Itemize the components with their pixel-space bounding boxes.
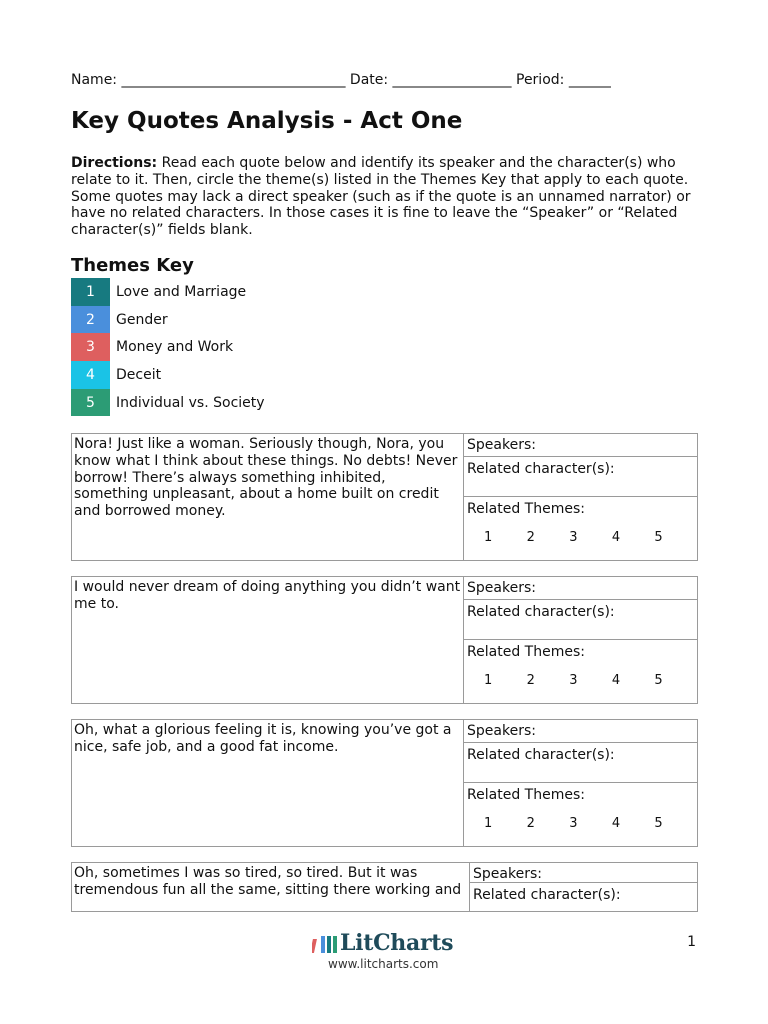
quote-text: I would never dream of doing anything you didn’t want me to. (72, 577, 464, 703)
theme-option-2[interactable]: 2 (526, 673, 535, 688)
page-number: 1 (687, 934, 696, 950)
theme-option-3[interactable]: 3 (569, 673, 578, 688)
page-title: Key Quotes Analysis - Act One (71, 108, 463, 134)
theme-option-1[interactable]: 1 (484, 673, 493, 688)
quote-answer-panel (464, 577, 697, 703)
quote-text: Nora! Just like a woman. Seriously though, Nora, you know what I think about these things. No debts! Never borrow! There’s always something inhibited, something unpleasant, about a home built on credit and borrowed money. (72, 434, 464, 560)
quote-block (71, 576, 698, 704)
theme-option-2[interactable]: 2 (526, 530, 535, 545)
themes-key-heading: Themes Key (71, 255, 194, 276)
worksheet-page (71, 0, 698, 1024)
related-themes-field (464, 640, 697, 703)
theme-number-options (467, 530, 697, 545)
logo-spine-1 (312, 939, 317, 953)
theme-option-3[interactable]: 3 (569, 530, 578, 545)
directions-text: Read each quote below and identify its speaker and the character(s) who relate to it. Then, circle the theme(s) listed in the Themes Key that apply to each quote. Some quotes may lack a direct speaker (such as if the quote is an unnamed narrator) or have no related characters. In those cases it is fine to leave the “Speaker” or “Related character(s)” fields blank. (71, 155, 691, 239)
student-info-line: Name: ________________________________ Date: _________________ Period: ______ (71, 72, 611, 88)
quote-text: Oh, what a glorious feeling it is, knowing you’ve got a nice, safe job, and a good fat income. (72, 720, 464, 846)
theme-number-badge: 4 (71, 361, 110, 389)
speakers-field[interactable]: Speakers: (464, 577, 697, 600)
theme-key-item (71, 333, 265, 361)
theme-label: Deceit (116, 366, 162, 383)
related-themes-label: Related Themes: (467, 644, 585, 660)
theme-number-badge: 2 (71, 306, 110, 334)
directions-paragraph (71, 155, 698, 239)
theme-label: Individual vs. Society (116, 394, 265, 411)
quote-block (71, 719, 698, 847)
speakers-field[interactable]: Speakers: (470, 863, 697, 883)
theme-label: Gender (116, 311, 168, 328)
related-characters-field[interactable]: Related character(s): (473, 887, 621, 903)
logo-spine-4 (333, 936, 337, 953)
quote-block (71, 862, 698, 912)
logo-spine-3 (327, 936, 331, 953)
quote-answer-panel (470, 863, 697, 911)
theme-option-4[interactable]: 4 (611, 816, 621, 831)
theme-number-badge: 5 (71, 389, 110, 417)
theme-option-1[interactable]: 1 (484, 530, 493, 545)
theme-number-options (467, 816, 697, 831)
related-themes-field (464, 497, 697, 560)
theme-key-item (71, 389, 265, 417)
theme-number-badge: 3 (71, 333, 110, 361)
litcharts-logo[interactable] (312, 930, 460, 974)
related-themes-label: Related Themes: (467, 501, 585, 517)
related-characters-field[interactable]: Related character(s): (464, 600, 697, 640)
themes-key-list (71, 278, 265, 416)
theme-option-3[interactable]: 3 (569, 816, 578, 831)
theme-number-options (467, 673, 697, 688)
directions-label: Directions: (71, 155, 158, 171)
theme-key-item (71, 306, 265, 334)
logo-spine-2 (321, 936, 325, 953)
theme-option-4[interactable]: 4 (611, 673, 621, 688)
book-spines-icon (312, 934, 338, 954)
quote-text: Oh, sometimes I was so tired, so tired. But it was tremendous fun all the same, sitting there working and (72, 863, 470, 911)
logo-url: www.litcharts.com (328, 957, 439, 971)
related-themes-field (464, 783, 697, 846)
theme-key-item (71, 278, 265, 306)
theme-option-1[interactable]: 1 (484, 816, 493, 831)
theme-option-5[interactable]: 5 (654, 673, 663, 688)
theme-label: Love and Marriage (116, 283, 247, 300)
theme-key-item (71, 361, 265, 389)
quote-block (71, 433, 698, 561)
theme-number-badge: 1 (71, 278, 110, 306)
logo-wordmark: LitCharts (340, 930, 454, 956)
related-characters-field[interactable]: Related character(s): (464, 743, 697, 783)
speakers-field[interactable]: Speakers: (464, 720, 697, 743)
related-themes-label: Related Themes: (467, 787, 585, 803)
theme-option-5[interactable]: 5 (654, 530, 663, 545)
theme-option-2[interactable]: 2 (526, 816, 535, 831)
theme-option-5[interactable]: 5 (654, 816, 663, 831)
related-characters-field[interactable]: Related character(s): (464, 457, 697, 497)
quote-answer-panel (464, 720, 697, 846)
quote-answer-panel (464, 434, 697, 560)
theme-label: Money and Work (116, 339, 234, 356)
speakers-field[interactable]: Speakers: (464, 434, 697, 457)
theme-option-4[interactable]: 4 (611, 530, 621, 545)
